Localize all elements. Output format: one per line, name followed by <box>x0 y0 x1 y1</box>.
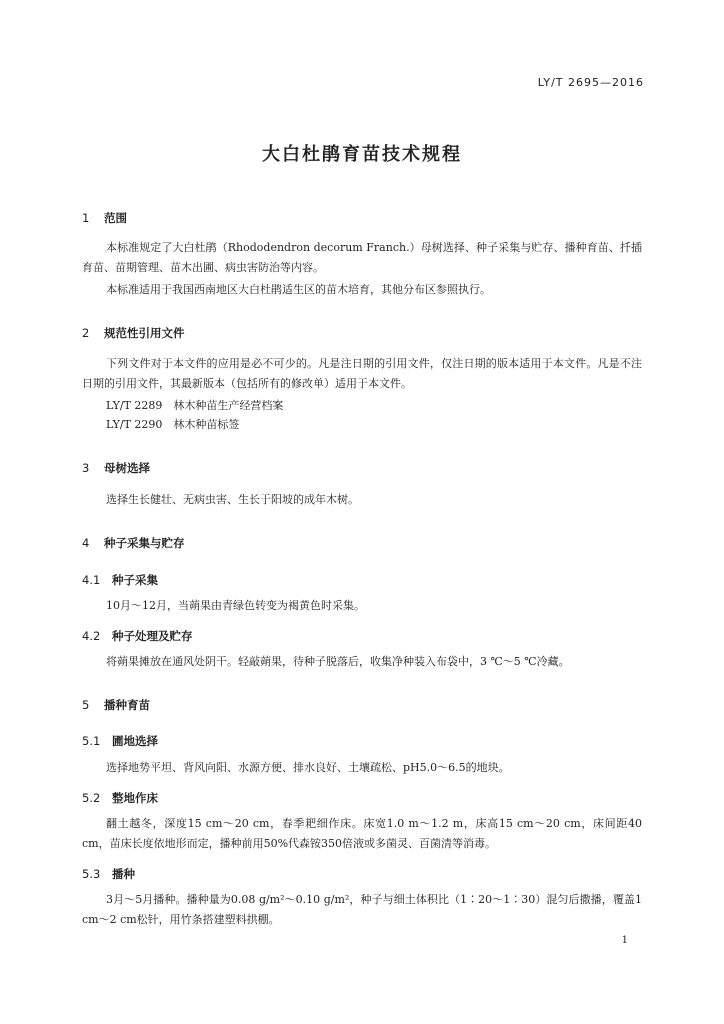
section-2-heading: 2 规范性引用文件 <box>82 326 185 340</box>
section-5-3-para-1: 3月～5月播种。播种量为0.08 g/m²～0.10 g/m²，种子与细土体积比（1∶20～1∶30）混匀后撒播，覆盖1 cm～2 cm松针，用竹条搭建塑料拱棚。 <box>82 893 642 926</box>
section-4-1-para-1: 10月～12月，当蒴果由青绿色转变为褐黄色时采集。 <box>106 599 365 612</box>
reference-2: LY/T 2290 林木种苗标签 <box>106 418 240 431</box>
section-3-para-1: 选择生长健壮、无病虫害、生长于阳坡的成年木树。 <box>106 493 359 506</box>
section-5-2-heading: 5.2 整地作床 <box>82 791 158 805</box>
standard-code: LY/T 2695—2016 <box>537 76 644 89</box>
section-4-1-heading: 4.1 种子采集 <box>82 573 158 587</box>
section-4-2-para-1: 将蒴果摊放在通风处阴干。轻敲蒴果，待种子脱落后，收集净种装入布袋中，3 ℃～5 ℃冷藏。 <box>106 655 570 668</box>
section-5-1-heading: 5.1 圃地选择 <box>82 734 158 748</box>
section-2-para-1: 下列文件对于本文件的应用是必不可少的。凡是注日期的引用文件，仅注日期的版本适用于本文件。凡是不注日期的引用文件，其最新版本（包括所有的修改单）适用于本文件。 <box>82 357 642 390</box>
reference-1: LY/T 2289 林木种苗生产经营档案 <box>106 399 284 412</box>
page-number: 1 <box>621 935 628 946</box>
section-4-2-heading: 4.2 种子处理及贮存 <box>82 629 193 643</box>
section-3-heading: 3 母树选择 <box>82 461 150 475</box>
section-4-heading: 4 种子采集与贮存 <box>82 536 185 550</box>
section-5-1-para-1: 选择地势平坦、背风向阳、水源方便、排水良好、土壤疏松、pH5.0～6.5的地块。 <box>106 761 510 774</box>
document-title: 大白杜鹃育苗技术规程 <box>262 144 462 165</box>
section-5-2-para-1: 翻土越冬，深度15 cm～20 cm，春季耙细作床。床宽1.0 m～1.2 m，床高15 cm～20 cm，床间距40 cm，苗床长度依地形而定，播种前用50%代森铵350倍液或多菌灵、百菌清等消毒。 <box>82 817 642 850</box>
section-1-heading: 1 范围 <box>82 211 127 225</box>
section-1-para-1: 本标准规定了大白杜鹃（Rhododendron decorum Franch.）母树选择、种子采集与贮存、播种育苗、扦插育苗、苗期管理、苗木出圃、病虫害防治等内容。 <box>82 241 642 274</box>
section-5-heading: 5 播种育苗 <box>82 698 150 712</box>
section-1-para-2: 本标准适用于我国西南地区大白杜鹃适生区的苗木培育，其他分布区参照执行。 <box>106 283 491 296</box>
section-5-3-heading: 5.3 播种 <box>82 867 135 881</box>
